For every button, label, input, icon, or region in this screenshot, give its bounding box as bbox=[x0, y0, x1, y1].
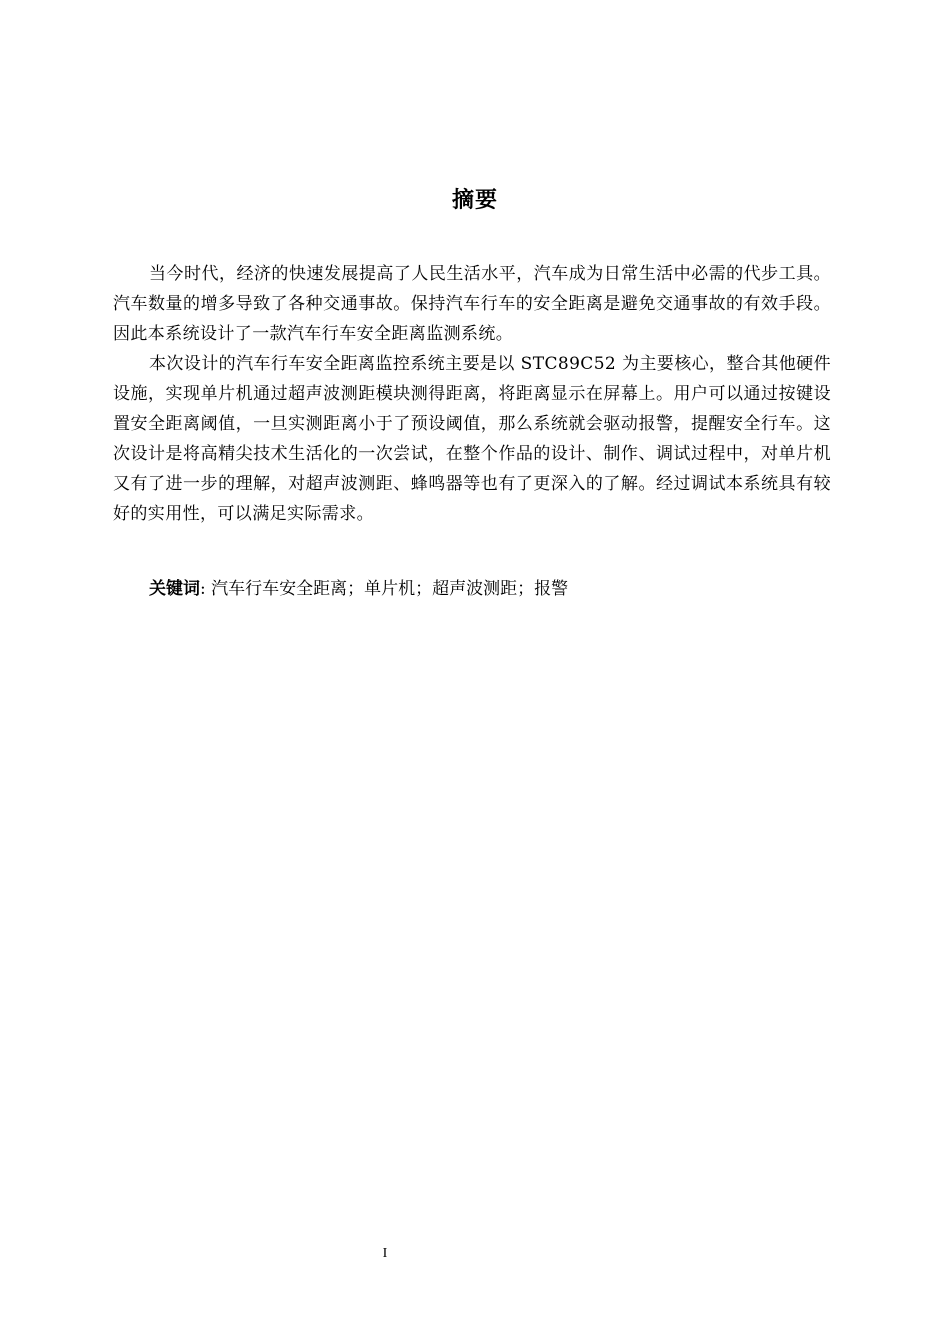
keywords-label: 关键词 bbox=[149, 579, 200, 599]
abstract-body bbox=[113, 259, 831, 529]
abstract-paragraph-1: 当今时代，经济的快速发展提高了人民生活水平，汽车成为日常生活中必需的代步工具。汽车数量的增多导致了各种交通事故。保持汽车行车的安全距离是避免交通事故的有效手段。因此本系统设计了一款汽车行车安全距离监测系统。 bbox=[113, 264, 831, 344]
keywords-text: 汽车行车安全距离；单片机；超声波测距；报警 bbox=[211, 579, 569, 599]
page-number: I bbox=[382, 1246, 388, 1261]
abstract-title: 摘要 bbox=[451, 188, 498, 213]
keywords-separator: : bbox=[200, 579, 212, 599]
keywords-line bbox=[149, 574, 831, 604]
abstract-paragraph-2: 本次设计的汽车行车安全距离监控系统主要是以 STC89C52 为主要核心，整合其他硬件设施，实现单片机通过超声波测距模块测得距离，将距离显示在屏幕上。用户可以通过按键设置安全距离阈值，一旦实测距离小于了预设阈值，那么系统就会驱动报警，提醒安全行车。这次设计是将高精尖技术生活化的一次尝试，在整个作品的设计、制作、调试过程中，对单片机又有了进一步的理解，对超声波测距、蜂鸣器等也有了更深入的了解。经过调试本系统具有较好的实用性，可以满足实际需求。 bbox=[113, 354, 831, 524]
